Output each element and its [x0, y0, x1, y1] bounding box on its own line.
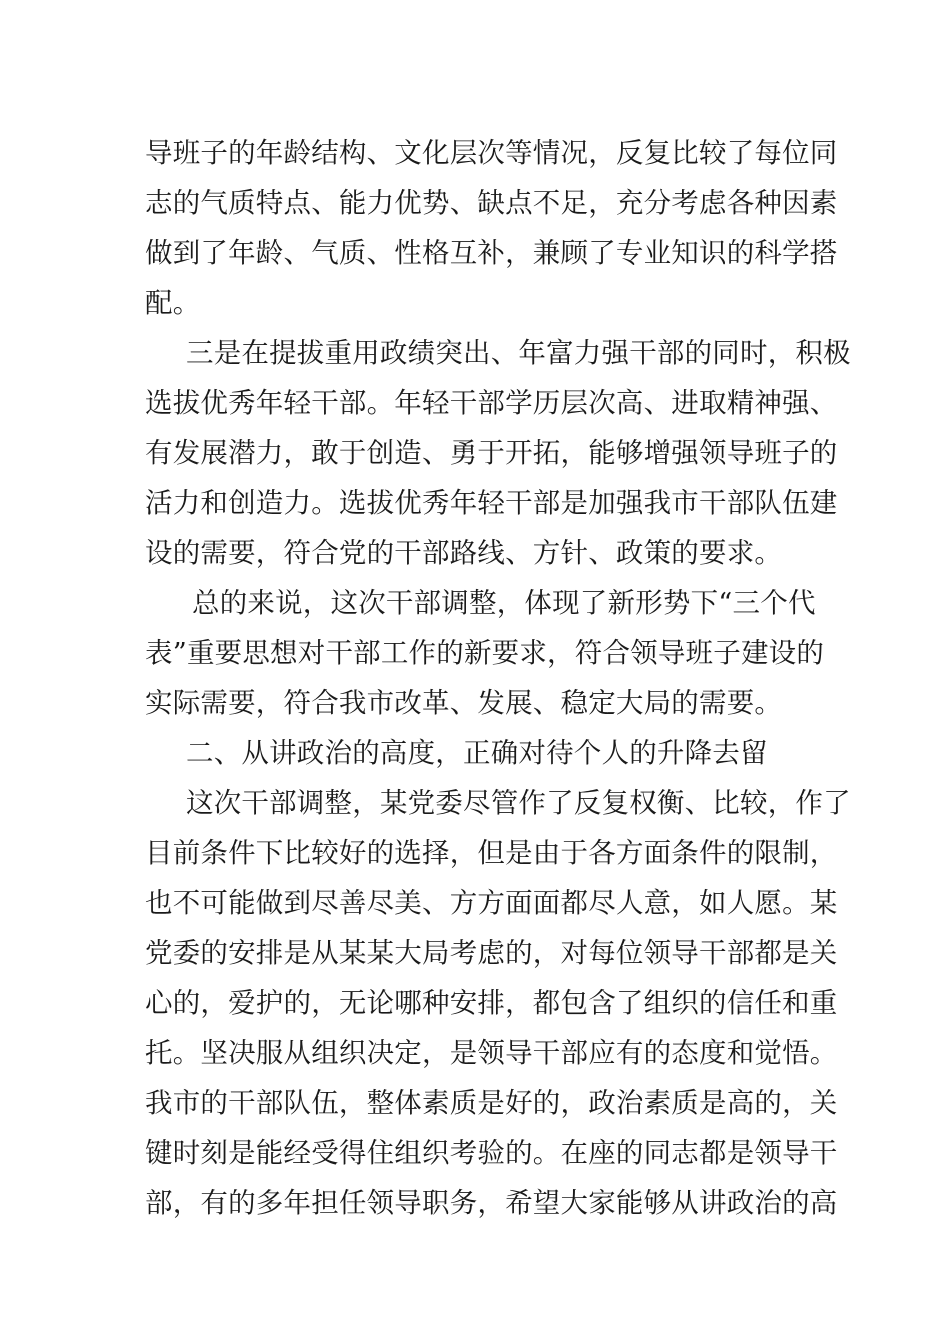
text-line: 实际需要，符合我市改革、发展、稳定大局的需要。: [145, 687, 783, 719]
paragraph-first-line: 这次干部调整，某党委尽管作了反复权衡、比较，作了: [186, 787, 851, 819]
text-line: 配。: [145, 287, 201, 319]
text-line: 志的气质特点、能力优势、缺点不足，充分考虑各种因素: [145, 187, 838, 219]
text-line: 也不可能做到尽善尽美、方方面面都尽人意，如人愿。某: [145, 887, 838, 919]
text-line: 托。坚决服从组织决定，是领导干部应有的态度和觉悟。: [145, 1037, 838, 1069]
text-line: 心的，爱护的，无论哪种安排，都包含了组织的信任和重: [145, 987, 838, 1019]
paragraph-first-line: 三是在提拔重用政绩突出、年富力强干部的同时，积极: [186, 337, 851, 369]
text-line: 我市的干部队伍，整体素质是好的，政治素质是高的，关: [145, 1087, 838, 1119]
text-line: 活力和创造力。选拔优秀年轻干部是加强我市干部队伍建: [145, 487, 838, 519]
text-line: 选拔优秀年轻干部。年轻干部学历层次高、进取精神强、: [145, 387, 838, 419]
text-line: 党委的安排是从某某大局考虑的，对每位领导干部都是关: [145, 937, 838, 969]
text-line: 设的需要，符合党的干部路线、方针、政策的要求。: [145, 537, 783, 569]
text-line: 键时刻是能经受得住组织考验的。在座的同志都是领导干: [145, 1137, 838, 1169]
text-line: 表”重要思想对干部工作的新要求，符合领导班子建设的: [145, 637, 825, 669]
paragraph-first-line: 总的来说，这次干部调整，体现了新形势下“三个代: [192, 587, 816, 619]
section-heading: 二、从讲政治的高度，正确对待个人的升降去留: [186, 737, 768, 769]
text-line: 目前条件下比较好的选择，但是由于各方面条件的限制，: [145, 837, 838, 869]
text-line: 部，有的多年担任领导职务，希望大家能够从讲政治的高: [145, 1187, 838, 1219]
text-line: 做到了年龄、气质、性格互补，兼顾了专业知识的科学搭: [145, 237, 838, 269]
text-line: 有发展潜力，敢于创造、勇于开拓，能够增强领导班子的: [145, 437, 838, 469]
text-line: 导班子的年龄结构、文化层次等情况，反复比较了每位同: [145, 137, 838, 169]
